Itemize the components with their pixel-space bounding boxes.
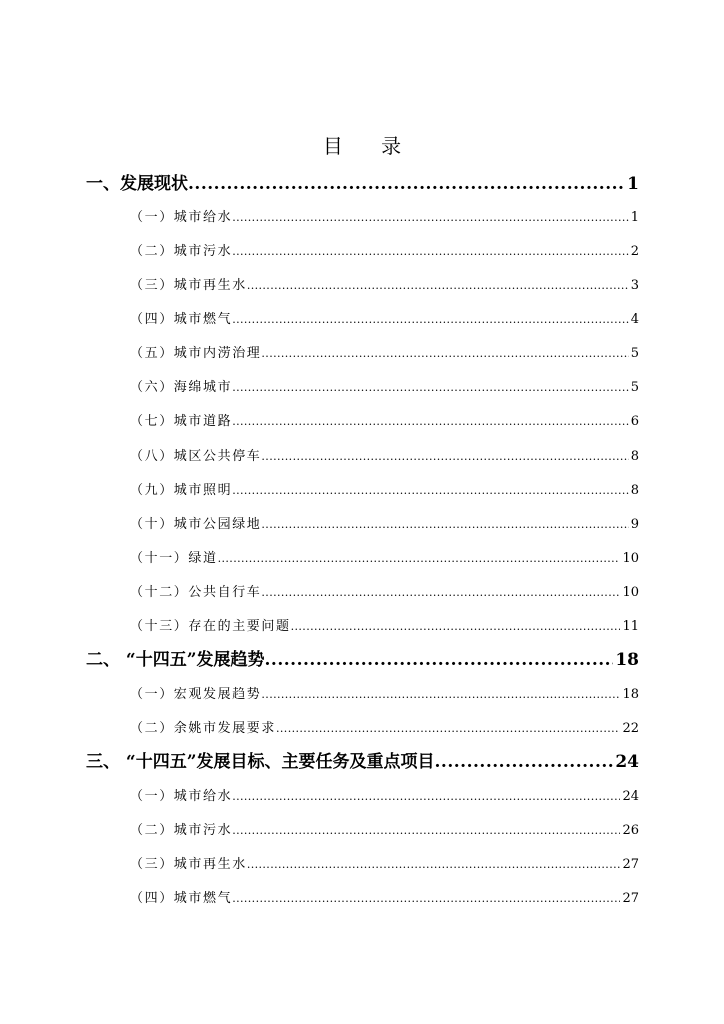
toc-entry[interactable] [130,242,639,262]
toc-leader-dots [261,344,628,364]
toc-entry-page: 2 [630,244,639,259]
toc-entry[interactable] [130,481,639,501]
toc-leader-dots [232,310,629,330]
toc-leader-dots [232,242,629,262]
toc-entry-page: 27 [622,891,639,906]
toc-entry-section-2[interactable] [86,647,639,673]
toc-entry-section-1[interactable] [86,171,639,197]
toc-entry-page: 6 [630,414,639,429]
toc-entry-label: （一）城市给水 [130,210,233,225]
toc-leader-dots [261,515,628,535]
toc-entry-label: （二）余姚市发展要求 [130,721,277,736]
toc-leader-dots [276,719,620,739]
toc-leader-dots [247,855,621,875]
toc-entry-label: （七）城市道路 [130,414,233,429]
toc-leader-dots [232,412,629,432]
toc-entry-label: （十）城市公园绿地 [130,517,262,532]
toc-entry-page: 18 [622,687,639,702]
toc-entry-page: 1 [627,174,639,194]
toc-entry[interactable] [130,378,639,398]
toc-entry-label: （三）城市再生水 [130,857,247,872]
toc-leader-dots [232,821,620,841]
toc-entry-label: （四）城市燃气 [130,891,233,906]
toc-entry-label: 三、 “十四五”发展目标、主要任务及重点项目 [86,752,435,772]
toc-entry-page: 27 [622,857,639,872]
toc-entry-label: （四）城市燃气 [130,312,233,327]
toc-entry[interactable] [130,344,639,364]
toc-entry-label: （三）城市再生水 [130,278,247,293]
toc-entry[interactable] [130,310,639,330]
toc-leader-dots [232,208,629,228]
toc-entry-label: （十一）绿道 [130,551,218,566]
toc-entry-page: 10 [622,585,639,600]
toc-entry-page: 18 [615,650,639,670]
toc-leader-dots [247,276,629,296]
toc-entry[interactable] [130,412,639,432]
toc-entry-label: （十二）公共自行车 [130,585,262,600]
toc-leader-dots [261,685,620,705]
toc-leader-dots [232,889,620,909]
toc-entry[interactable] [130,719,639,739]
toc-entry[interactable] [130,787,639,807]
toc-leader-dots [188,171,625,197]
toc-leader-dots [261,583,620,603]
toc-entry-label: 二、 “十四五”发展趋势 [86,650,265,670]
toc-leader-dots [434,749,613,775]
toc-entry-page: 26 [622,823,639,838]
toc-entry-label: （二）城市污水 [130,244,233,259]
toc-leader-dots [232,378,629,398]
toc-leader-dots [232,481,629,501]
toc-entry-page: 5 [630,346,639,361]
toc-entry[interactable] [130,889,639,909]
toc-entry-page: 24 [615,752,639,772]
toc-entry-label: （五）城市内涝治理 [130,346,262,361]
toc-entry-page: 24 [622,789,639,804]
toc-entry[interactable] [130,276,639,296]
toc-entry-page: 11 [622,619,639,634]
toc-leader-dots [291,617,621,637]
toc-entry[interactable] [130,821,639,841]
toc-leader-dots [232,787,620,807]
toc-entry-label: （十三）存在的主要问题 [130,619,291,634]
toc-entry-page: 5 [630,380,639,395]
toc-entry-page: 22 [622,721,639,736]
toc-entry-page: 1 [630,210,639,225]
toc-entry[interactable] [130,617,639,637]
toc-entry[interactable] [130,208,639,228]
toc-entry-page: 9 [630,517,639,532]
toc-entry-label: （六）海绵城市 [130,380,233,395]
toc-entry[interactable] [130,685,639,705]
toc-entry-label: （八）城区公共停车 [130,449,262,464]
toc-leader-dots [261,447,628,467]
toc-entry-page: 8 [630,483,639,498]
toc-entry-page: 10 [622,551,639,566]
toc-entry-label: （一）城市给水 [130,789,233,804]
toc-entry-page: 3 [630,278,639,293]
toc-entry[interactable] [130,447,639,467]
toc-title: 目 录 [322,134,418,158]
toc-entry-page: 4 [630,312,639,327]
toc-leader-dots [218,549,621,569]
toc-entry-label: 一、发展现状 [86,174,188,194]
toc-entry[interactable] [130,855,639,875]
toc-entry[interactable] [130,549,639,569]
toc-entry[interactable] [130,515,639,535]
toc-entry-label: （二）城市污水 [130,823,233,838]
toc-entry-page: 8 [630,449,639,464]
toc-entry-label: （九）城市照明 [130,483,233,498]
toc-leader-dots [264,647,613,673]
toc-entry-section-3[interactable] [86,749,639,775]
toc-entry[interactable] [130,583,639,603]
toc-entry-label: （一）宏观发展趋势 [130,687,262,702]
